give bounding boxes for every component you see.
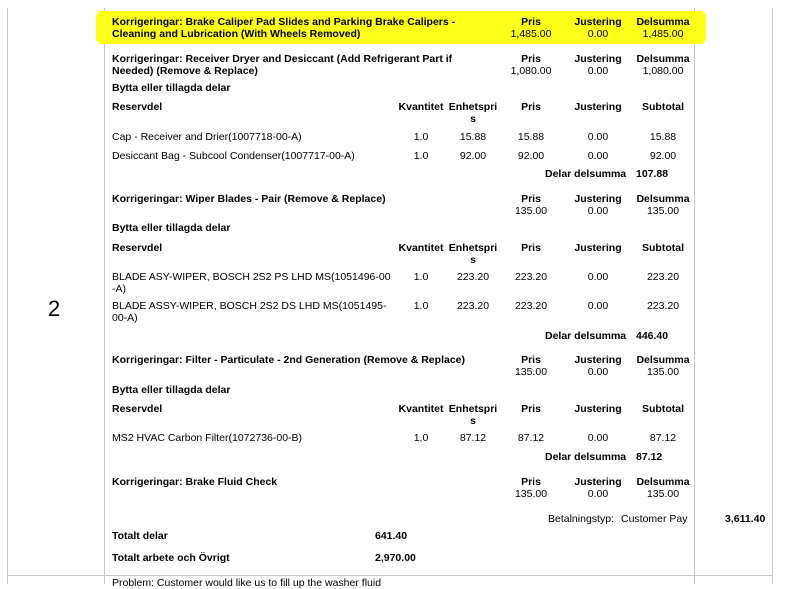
part-pris: 223.20: [514, 271, 548, 283]
part-name: BLADE ASY-WIPER, BOSCH 2S2 PS LHD MS(1051496-00-A): [112, 271, 391, 295]
delar-delsumma-label: Delar delsumma: [545, 168, 627, 180]
section-title: Korrigeringar: Receiver Dryer and Desiccant (Add Refrigerant Part if Needed) (Remove & Replace): [112, 53, 453, 77]
section-title: Korrigeringar: Filter - Particulate - 2nd Generation (Remove & Replace): [112, 354, 465, 366]
totals-parts-value: 641.40: [375, 530, 408, 542]
part-pris: 223.20: [514, 300, 548, 312]
col-delsumma-value: 135.00: [646, 366, 680, 378]
col-delsumma-label: Delsumma: [636, 476, 690, 488]
col-delsumma-value: 1,080.00: [642, 65, 684, 77]
parts-header-reservdel: Reservdel: [112, 242, 163, 254]
part-unit-price: 15.88: [459, 131, 487, 143]
parts-header-enhetspris: Enhetspris: [448, 242, 498, 266]
parts-header-pris: Pris: [521, 403, 541, 415]
part-justering: 0.00: [587, 300, 609, 312]
parts-header-subtotal: Subtotal: [642, 242, 684, 254]
part-subtotal: 92.00: [649, 150, 677, 162]
parts-header-kvantitet: Kvantitet: [398, 242, 444, 254]
col-pris-label: Pris: [521, 354, 541, 366]
parts-header-pris: Pris: [521, 242, 541, 254]
part-name: Desiccant Bag - Subcool Condenser(1007717-00-A): [112, 150, 355, 162]
col-pris-label: Pris: [521, 476, 541, 488]
part-subtotal: 15.88: [649, 131, 677, 143]
part-justering: 0.00: [587, 131, 609, 143]
section-title: Korrigeringar: Brake Fluid Check: [112, 476, 278, 488]
col-pris-value: 1,080.00: [510, 65, 552, 77]
page-number: 2: [48, 296, 61, 321]
col-justering-label: Justering: [574, 193, 622, 205]
part-subtotal: 223.20: [646, 300, 680, 312]
totals-parts-label: Totalt delar: [112, 530, 168, 542]
parts-header-justering: Justering: [574, 403, 622, 415]
col-delsumma-value: 135.00: [646, 205, 680, 217]
parts-header-justering: Justering: [574, 101, 622, 113]
part-unit-price: 92.00: [459, 150, 487, 162]
part-name: Cap - Receiver and Drier(1007718-00-A): [112, 131, 302, 143]
section-title: Korrigeringar: Wiper Blades - Pair (Remove & Replace): [112, 193, 386, 205]
col-justering-value: 0.00: [587, 205, 609, 217]
parts-header-reservdel: Reservdel: [112, 101, 163, 113]
part-subtotal: 87.12: [649, 432, 677, 444]
part-justering: 0.00: [587, 271, 609, 283]
parts-header-justering: Justering: [574, 242, 622, 254]
parts-header-enhetspris: Enhetspris: [448, 403, 498, 427]
part-name: MS2 HVAC Carbon Filter(1072736-00-B): [112, 432, 303, 444]
table-border-right: [772, 8, 773, 584]
payment-total: 3,611.40: [725, 513, 766, 525]
col-delsumma-value: 135.00: [646, 488, 680, 500]
parts-header-pris: Pris: [521, 101, 541, 113]
row-separator: [7, 575, 773, 576]
table-divider-column: [104, 8, 105, 584]
table-divider-right: [694, 8, 695, 584]
col-pris-value: 135.00: [514, 205, 548, 217]
part-qty: 1.0: [413, 432, 429, 444]
payment-type-value: Customer Pay: [621, 513, 688, 525]
part-qty: 1.0: [413, 271, 429, 283]
col-justering-label: Justering: [574, 53, 622, 65]
col-justering-value: 0.00: [587, 488, 609, 500]
col-justering-label: Justering: [574, 16, 622, 28]
parts-header-enhetspris: Enhetspris: [448, 101, 498, 125]
part-name: BLADE ASSY-WIPER, BOSCH 2S2 DS LHD MS(1051495-00-A): [112, 300, 387, 324]
part-qty: 1.0: [413, 131, 429, 143]
parts-heading: Bytta eller tillagda delar: [112, 384, 231, 396]
col-justering-value: 0.00: [587, 366, 609, 378]
part-unit-price: 223.20: [456, 271, 490, 283]
col-justering-value: 0.00: [587, 65, 609, 77]
col-pris-label: Pris: [521, 16, 541, 28]
parts-header-subtotal: Subtotal: [642, 403, 684, 415]
part-subtotal: 223.20: [646, 271, 680, 283]
totals-labor-label: Totalt arbete och Övrigt: [112, 552, 230, 564]
col-pris-label: Pris: [521, 53, 541, 65]
delar-delsumma-label: Delar delsumma: [545, 451, 627, 463]
parts-header-kvantitet: Kvantitet: [398, 101, 444, 113]
col-delsumma-label: Delsumma: [636, 354, 690, 366]
totals-labor-value: 2,970.00: [375, 552, 416, 564]
col-delsumma-value: 1,485.00: [642, 28, 684, 40]
table-border-left: [7, 8, 8, 584]
parts-heading: Bytta eller tillagda delar: [112, 222, 231, 234]
col-justering-value: 0.00: [587, 28, 609, 40]
col-delsumma-label: Delsumma: [636, 53, 690, 65]
delar-delsumma-value: 446.40: [636, 330, 669, 342]
part-qty: 1.0: [413, 150, 429, 162]
col-delsumma-label: Delsumma: [636, 193, 690, 205]
delar-delsumma-value: 107.88: [636, 168, 669, 180]
delar-delsumma-label: Delar delsumma: [545, 330, 627, 342]
col-justering-label: Justering: [574, 476, 622, 488]
delar-delsumma-value: 87.12: [636, 451, 663, 463]
col-pris-value: 1,485.00: [510, 28, 552, 40]
parts-header-kvantitet: Kvantitet: [398, 403, 444, 415]
part-unit-price: 223.20: [456, 300, 490, 312]
parts-header-subtotal: Subtotal: [642, 101, 684, 113]
col-pris-value: 135.00: [514, 366, 548, 378]
col-delsumma-label: Delsumma: [636, 16, 690, 28]
part-unit-price: 87.12: [459, 432, 487, 444]
part-justering: 0.00: [587, 150, 609, 162]
part-pris: 87.12: [517, 432, 545, 444]
part-qty: 1.0: [413, 300, 429, 312]
parts-heading: Bytta eller tillagda delar: [112, 82, 231, 94]
problem-text: Problem: Customer would like us to fill up the washer fluid: [112, 577, 382, 589]
part-pris: 92.00: [517, 150, 545, 162]
part-pris: 15.88: [517, 131, 545, 143]
col-pris-label: Pris: [521, 193, 541, 205]
col-pris-value: 135.00: [514, 488, 548, 500]
col-justering-label: Justering: [574, 354, 622, 366]
part-justering: 0.00: [587, 432, 609, 444]
parts-header-reservdel: Reservdel: [112, 403, 163, 415]
payment-type-label: Betalningstyp:: [548, 513, 614, 525]
section-title: Korrigeringar: Brake Caliper Pad Slides and Parking Brake Calipers - Cleaning and Lubrication (With Wheels Removed): [112, 16, 456, 40]
